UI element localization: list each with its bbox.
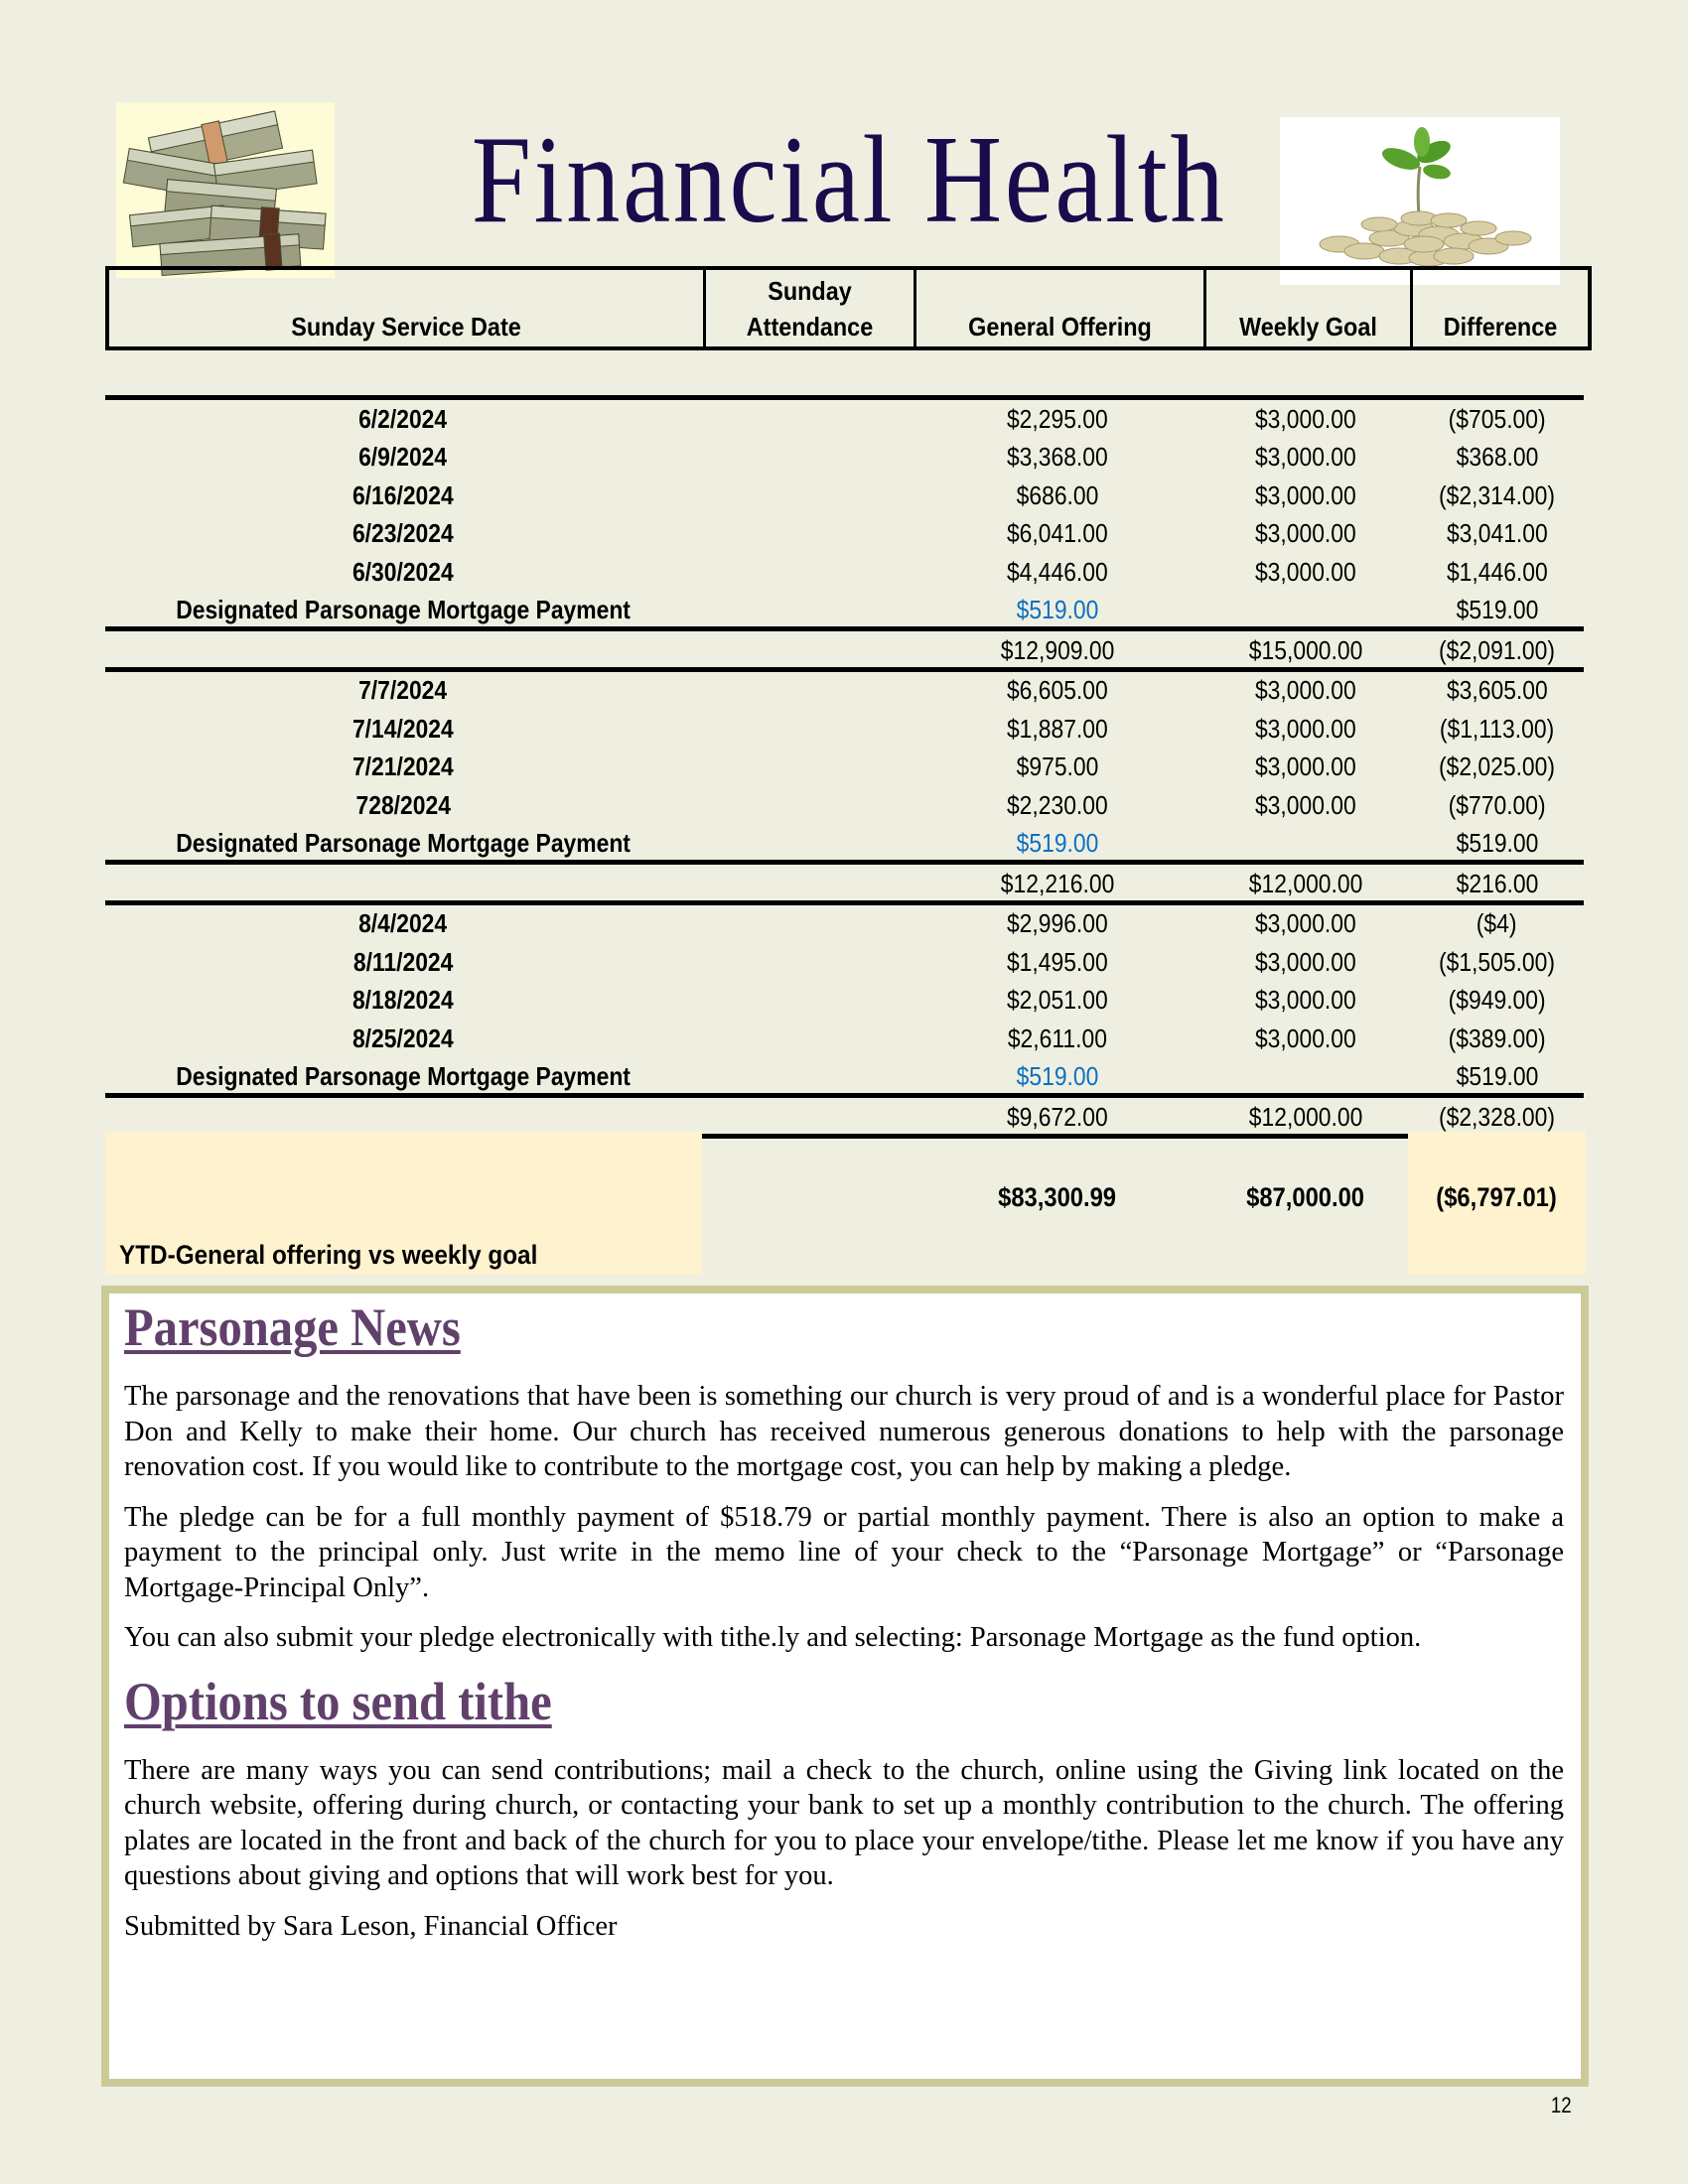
general-offering <box>914 710 1201 749</box>
attendance <box>703 400 912 439</box>
general-offering <box>914 400 1201 439</box>
service-row <box>105 477 1584 515</box>
service-date <box>105 1058 701 1097</box>
parsonage-paragraph-1: The parsonage and the renovations that have been is something our church is very proud of and is a wonderful place for Pastor Don and Kelly to make their home. Our church has received numerous generous donations to help with the parsonage renovation cost. If you would like to contribute to the mortgage cost, you can help by making a pledge. <box>124 1381 1564 1482</box>
weekly-goal-text: $3,000.00 <box>1255 946 1356 977</box>
weekly-goal <box>1203 982 1408 1021</box>
general-offering <box>914 672 1201 711</box>
weekly-goal-text: $3,000.00 <box>1255 675 1356 706</box>
service-date <box>105 710 701 749</box>
weekly-goal <box>1203 592 1408 630</box>
service-date-text: Designated Parsonage Mortgage Payment <box>176 1061 631 1092</box>
service-date <box>105 943 701 982</box>
weekly-goal-text: $3,000.00 <box>1255 403 1356 434</box>
weekly-goal-text: $3,000.00 <box>1255 1023 1356 1053</box>
general-offering <box>914 943 1201 982</box>
tithe-options-heading: Options to send tithe <box>124 1671 552 1731</box>
general-offering-text: $4,446.00 <box>1007 556 1108 587</box>
service-date <box>105 553 701 592</box>
attendance <box>703 905 912 944</box>
service-date <box>105 672 701 711</box>
weekly-goal <box>1203 749 1408 787</box>
weekly-goal <box>1203 786 1408 825</box>
submitted-by: Submitted by Sara Leson, Financial Officer <box>124 1910 618 1942</box>
difference-text: ($389.00) <box>1448 1023 1546 1053</box>
general-offering <box>914 515 1201 554</box>
month-subtotal-row <box>105 631 1584 670</box>
page-title: Financial Health <box>471 111 1227 249</box>
general-offering-text: $1,495.00 <box>1007 946 1108 977</box>
ytd-difference <box>1410 1177 1584 1217</box>
service-date <box>105 439 701 478</box>
subtotal-difference-text: ($2,328.00) <box>1438 1101 1556 1132</box>
attendance <box>703 1020 912 1058</box>
weekly-goal <box>1203 553 1408 592</box>
subtotal-goal-text: $15,000.00 <box>1248 634 1363 665</box>
general-offering-text: $2,051.00 <box>1007 985 1108 1016</box>
weekly-goal-text: $3,000.00 <box>1255 713 1356 744</box>
general-offering-text: $686.00 <box>1016 479 1099 510</box>
weekly-goal-text: $3,000.00 <box>1255 985 1356 1016</box>
subtotal-goal <box>1203 1098 1408 1137</box>
general-offering <box>914 477 1201 515</box>
difference-text: $3,605.00 <box>1446 675 1548 706</box>
news-box <box>101 1286 1589 2087</box>
ytd-summary-row <box>105 1132 1584 1275</box>
service-row <box>105 672 1584 711</box>
attendance <box>703 1058 912 1097</box>
service-row <box>105 400 1584 439</box>
service-row <box>105 943 1584 982</box>
difference <box>1410 672 1584 711</box>
general-offering <box>914 439 1201 478</box>
general-offering-text: $2,295.00 <box>1007 403 1108 434</box>
difference-text: ($4) <box>1477 908 1517 939</box>
service-date-text: 6/30/2024 <box>352 556 454 587</box>
attendance <box>703 825 912 864</box>
service-date-text: 8/11/2024 <box>352 946 454 977</box>
parsonage-paragraph-2: The pledge can be for a full monthly payment of $518.79 or partial monthly payment. There is also an option to make a payment to the principal only. Just write in the memo line of your check to the “Parsonage Mortgage” or “Parsonage Mortgage-Principal Only”. <box>124 1501 1564 1603</box>
general-offering-text: $519.00 <box>1016 828 1099 859</box>
general-offering <box>914 1058 1201 1097</box>
tithe-paragraph: There are many ways you can send contributions; mail a check to the church, online using the Giving link located on the church website, offering during church, or contacting your bank to set up a monthly contribution to the church. The offering plates are located in the front and back of the church for you to place your envelope/tithe. Please let me know if you have any questions about giving and options that will work best for you. <box>124 1754 1564 1891</box>
subtotal-difference-text: ($2,091.00) <box>1438 634 1556 665</box>
page-number: 12 <box>1550 2093 1572 2117</box>
general-offering-text: $519.00 <box>1016 1061 1099 1092</box>
difference <box>1410 553 1584 592</box>
weekly-goal <box>1203 1020 1408 1058</box>
month-subtotal-row <box>105 1098 1584 1137</box>
column-divider <box>1410 270 1413 346</box>
header-date: Sunday Service Date <box>291 312 521 341</box>
header-offering: General Offering <box>968 312 1152 341</box>
service-row <box>105 439 1584 478</box>
weekly-goal-text: $3,000.00 <box>1255 789 1356 820</box>
general-offering <box>914 749 1201 787</box>
attendance <box>703 786 912 825</box>
attendance <box>703 710 912 749</box>
general-offering-text: $2,611.00 <box>1007 1023 1108 1053</box>
weekly-goal-text: $3,000.00 <box>1255 908 1356 939</box>
column-divider <box>1203 270 1206 346</box>
difference-text: ($1,505.00) <box>1438 946 1556 977</box>
difference <box>1410 749 1584 787</box>
service-date <box>105 477 701 515</box>
service-row <box>105 905 1584 944</box>
service-date <box>105 982 701 1021</box>
service-date-text: 7/14/2024 <box>352 713 454 744</box>
designated-mortgage-row <box>105 825 1584 864</box>
difference-text: ($770.00) <box>1448 789 1546 820</box>
ytd-offering <box>914 1177 1201 1217</box>
subtotal-difference <box>1410 865 1584 903</box>
service-date-text: 8/25/2024 <box>352 1023 454 1053</box>
general-offering-text: $975.00 <box>1016 751 1099 782</box>
general-offering <box>914 592 1201 630</box>
general-offering-text: $1,887.00 <box>1007 713 1108 744</box>
designated-mortgage-row <box>105 592 1584 630</box>
difference <box>1410 710 1584 749</box>
service-date-text: 6/16/2024 <box>352 479 454 510</box>
subtotal-offering <box>914 1098 1201 1137</box>
difference <box>1410 439 1584 478</box>
column-divider <box>914 270 916 346</box>
ytd-offering-value: $83,300.99 <box>998 1181 1117 1212</box>
attendance <box>703 477 912 515</box>
difference <box>1410 943 1584 982</box>
parsonage-paragraph-3: You can also submit your pledge electronically with tithe.ly and selecting: Parsonage Mortgage as the fund option. <box>124 1622 1422 1653</box>
service-date <box>105 825 701 864</box>
weekly-goal-text: $3,000.00 <box>1255 518 1356 549</box>
attendance <box>703 515 912 554</box>
service-row <box>105 786 1584 825</box>
difference-text: ($2,314.00) <box>1438 479 1556 510</box>
difference <box>1410 982 1584 1021</box>
attendance <box>703 672 912 711</box>
weekly-goal <box>1203 825 1408 864</box>
service-date <box>105 786 701 825</box>
header-attendance-line2: Attendance <box>746 312 874 341</box>
difference <box>1410 1020 1584 1058</box>
service-date-text: 8/4/2024 <box>358 908 448 939</box>
difference-text: ($949.00) <box>1448 985 1546 1016</box>
general-offering-text: $6,605.00 <box>1007 675 1108 706</box>
money-stack-image <box>116 102 335 278</box>
ytd-goal-value: $87,000.00 <box>1246 1181 1365 1212</box>
subtotal-goal <box>1203 631 1408 670</box>
attendance <box>703 943 912 982</box>
general-offering <box>914 786 1201 825</box>
ytd-label-cell <box>105 1132 702 1275</box>
weekly-goal-text: $3,000.00 <box>1255 556 1356 587</box>
designated-mortgage-row <box>105 1058 1584 1097</box>
month-subtotal-row <box>105 865 1584 903</box>
weekly-goal <box>1203 477 1408 515</box>
difference <box>1410 400 1584 439</box>
difference <box>1410 905 1584 944</box>
service-date <box>105 592 701 630</box>
column-divider <box>703 270 706 346</box>
general-offering-text: $2,230.00 <box>1007 789 1108 820</box>
service-date-text: 6/23/2024 <box>352 518 454 549</box>
service-date-text: 7/21/2024 <box>352 751 454 782</box>
service-date-text: 6/2/2024 <box>358 403 448 434</box>
difference <box>1410 477 1584 515</box>
service-row <box>105 749 1584 787</box>
difference <box>1410 592 1584 630</box>
subtotal-offering-text: $12,216.00 <box>1000 868 1115 898</box>
header-attendance-line1: Sunday <box>768 276 852 306</box>
difference <box>1410 786 1584 825</box>
general-offering <box>914 982 1201 1021</box>
subtotal-goal <box>1203 865 1408 903</box>
general-offering-text: $3,368.00 <box>1007 442 1108 473</box>
subtotal-goal-text: $12,000.00 <box>1248 1101 1363 1132</box>
weekly-goal <box>1203 1058 1408 1097</box>
service-date <box>105 515 701 554</box>
general-offering <box>914 825 1201 864</box>
general-offering-text: $519.00 <box>1016 595 1099 625</box>
general-offering <box>914 1020 1201 1058</box>
attendance <box>703 749 912 787</box>
service-row <box>105 1020 1584 1058</box>
difference-text: ($705.00) <box>1448 403 1546 434</box>
weekly-goal <box>1203 905 1408 944</box>
difference <box>1410 825 1584 864</box>
header-difference: Difference <box>1443 312 1558 341</box>
general-offering <box>914 553 1201 592</box>
difference-text: $519.00 <box>1456 595 1538 625</box>
service-date <box>105 749 701 787</box>
attendance <box>703 439 912 478</box>
money-stack-icon <box>116 102 335 278</box>
difference-text: $1,446.00 <box>1446 556 1548 587</box>
subtotal-difference-text: $216.00 <box>1456 868 1538 898</box>
general-offering <box>914 905 1201 944</box>
general-offering-text: $6,041.00 <box>1007 518 1108 549</box>
general-offering-text: $2,996.00 <box>1007 908 1108 939</box>
difference <box>1410 515 1584 554</box>
weekly-goal-text: $3,000.00 <box>1255 479 1356 510</box>
subtotal-difference <box>1410 631 1584 670</box>
weekly-goal <box>1203 943 1408 982</box>
header-goal: Weekly Goal <box>1239 312 1377 341</box>
service-date-text: 6/9/2024 <box>358 442 448 473</box>
parsonage-news-heading: Parsonage News <box>124 1297 461 1357</box>
difference-text: $519.00 <box>1456 1061 1538 1092</box>
difference-text: ($1,113.00) <box>1439 713 1555 744</box>
header-attendance <box>716 270 903 346</box>
difference-text: $368.00 <box>1456 442 1538 473</box>
subtotal-offering-text: $12,909.00 <box>1000 634 1115 665</box>
subtotal-offering-text: $9,672.00 <box>1007 1101 1108 1132</box>
service-date <box>105 905 701 944</box>
subtotal-goal-text: $12,000.00 <box>1248 868 1363 898</box>
difference-text: $3,041.00 <box>1446 518 1548 549</box>
attendance <box>703 553 912 592</box>
difference-text: ($2,025.00) <box>1438 751 1556 782</box>
service-date-text: Designated Parsonage Mortgage Payment <box>176 828 631 859</box>
service-date-text: 8/18/2024 <box>352 985 454 1016</box>
subtotal-offering <box>914 631 1201 670</box>
service-row <box>105 982 1584 1021</box>
subtotal-difference <box>1410 1098 1584 1137</box>
ytd-label: YTD-General offering vs weekly goal <box>119 1240 538 1270</box>
attendance <box>703 982 912 1021</box>
weekly-goal-text: $3,000.00 <box>1255 751 1356 782</box>
service-date <box>105 1020 701 1058</box>
service-date-text: 7/7/2024 <box>358 675 448 706</box>
weekly-goal <box>1203 439 1408 478</box>
ytd-difference-value: ($6,797.01) <box>1436 1181 1558 1212</box>
parsonage-news-section <box>124 1296 1564 1944</box>
service-date-text: 728/2024 <box>355 789 451 820</box>
service-row <box>105 710 1584 749</box>
subtotal-offering <box>914 865 1201 903</box>
service-date-text: Designated Parsonage Mortgage Payment <box>176 595 631 625</box>
service-row <box>105 553 1584 592</box>
weekly-goal <box>1203 400 1408 439</box>
service-row <box>105 515 1584 554</box>
difference-text: $519.00 <box>1456 828 1538 859</box>
ytd-goal <box>1203 1177 1408 1217</box>
weekly-goal <box>1203 672 1408 711</box>
difference <box>1410 1058 1584 1097</box>
service-date <box>105 400 701 439</box>
weekly-goal <box>1203 710 1408 749</box>
weekly-goal <box>1203 515 1408 554</box>
table-header <box>105 266 1592 350</box>
attendance <box>703 592 912 630</box>
weekly-goal-text: $3,000.00 <box>1255 442 1356 473</box>
